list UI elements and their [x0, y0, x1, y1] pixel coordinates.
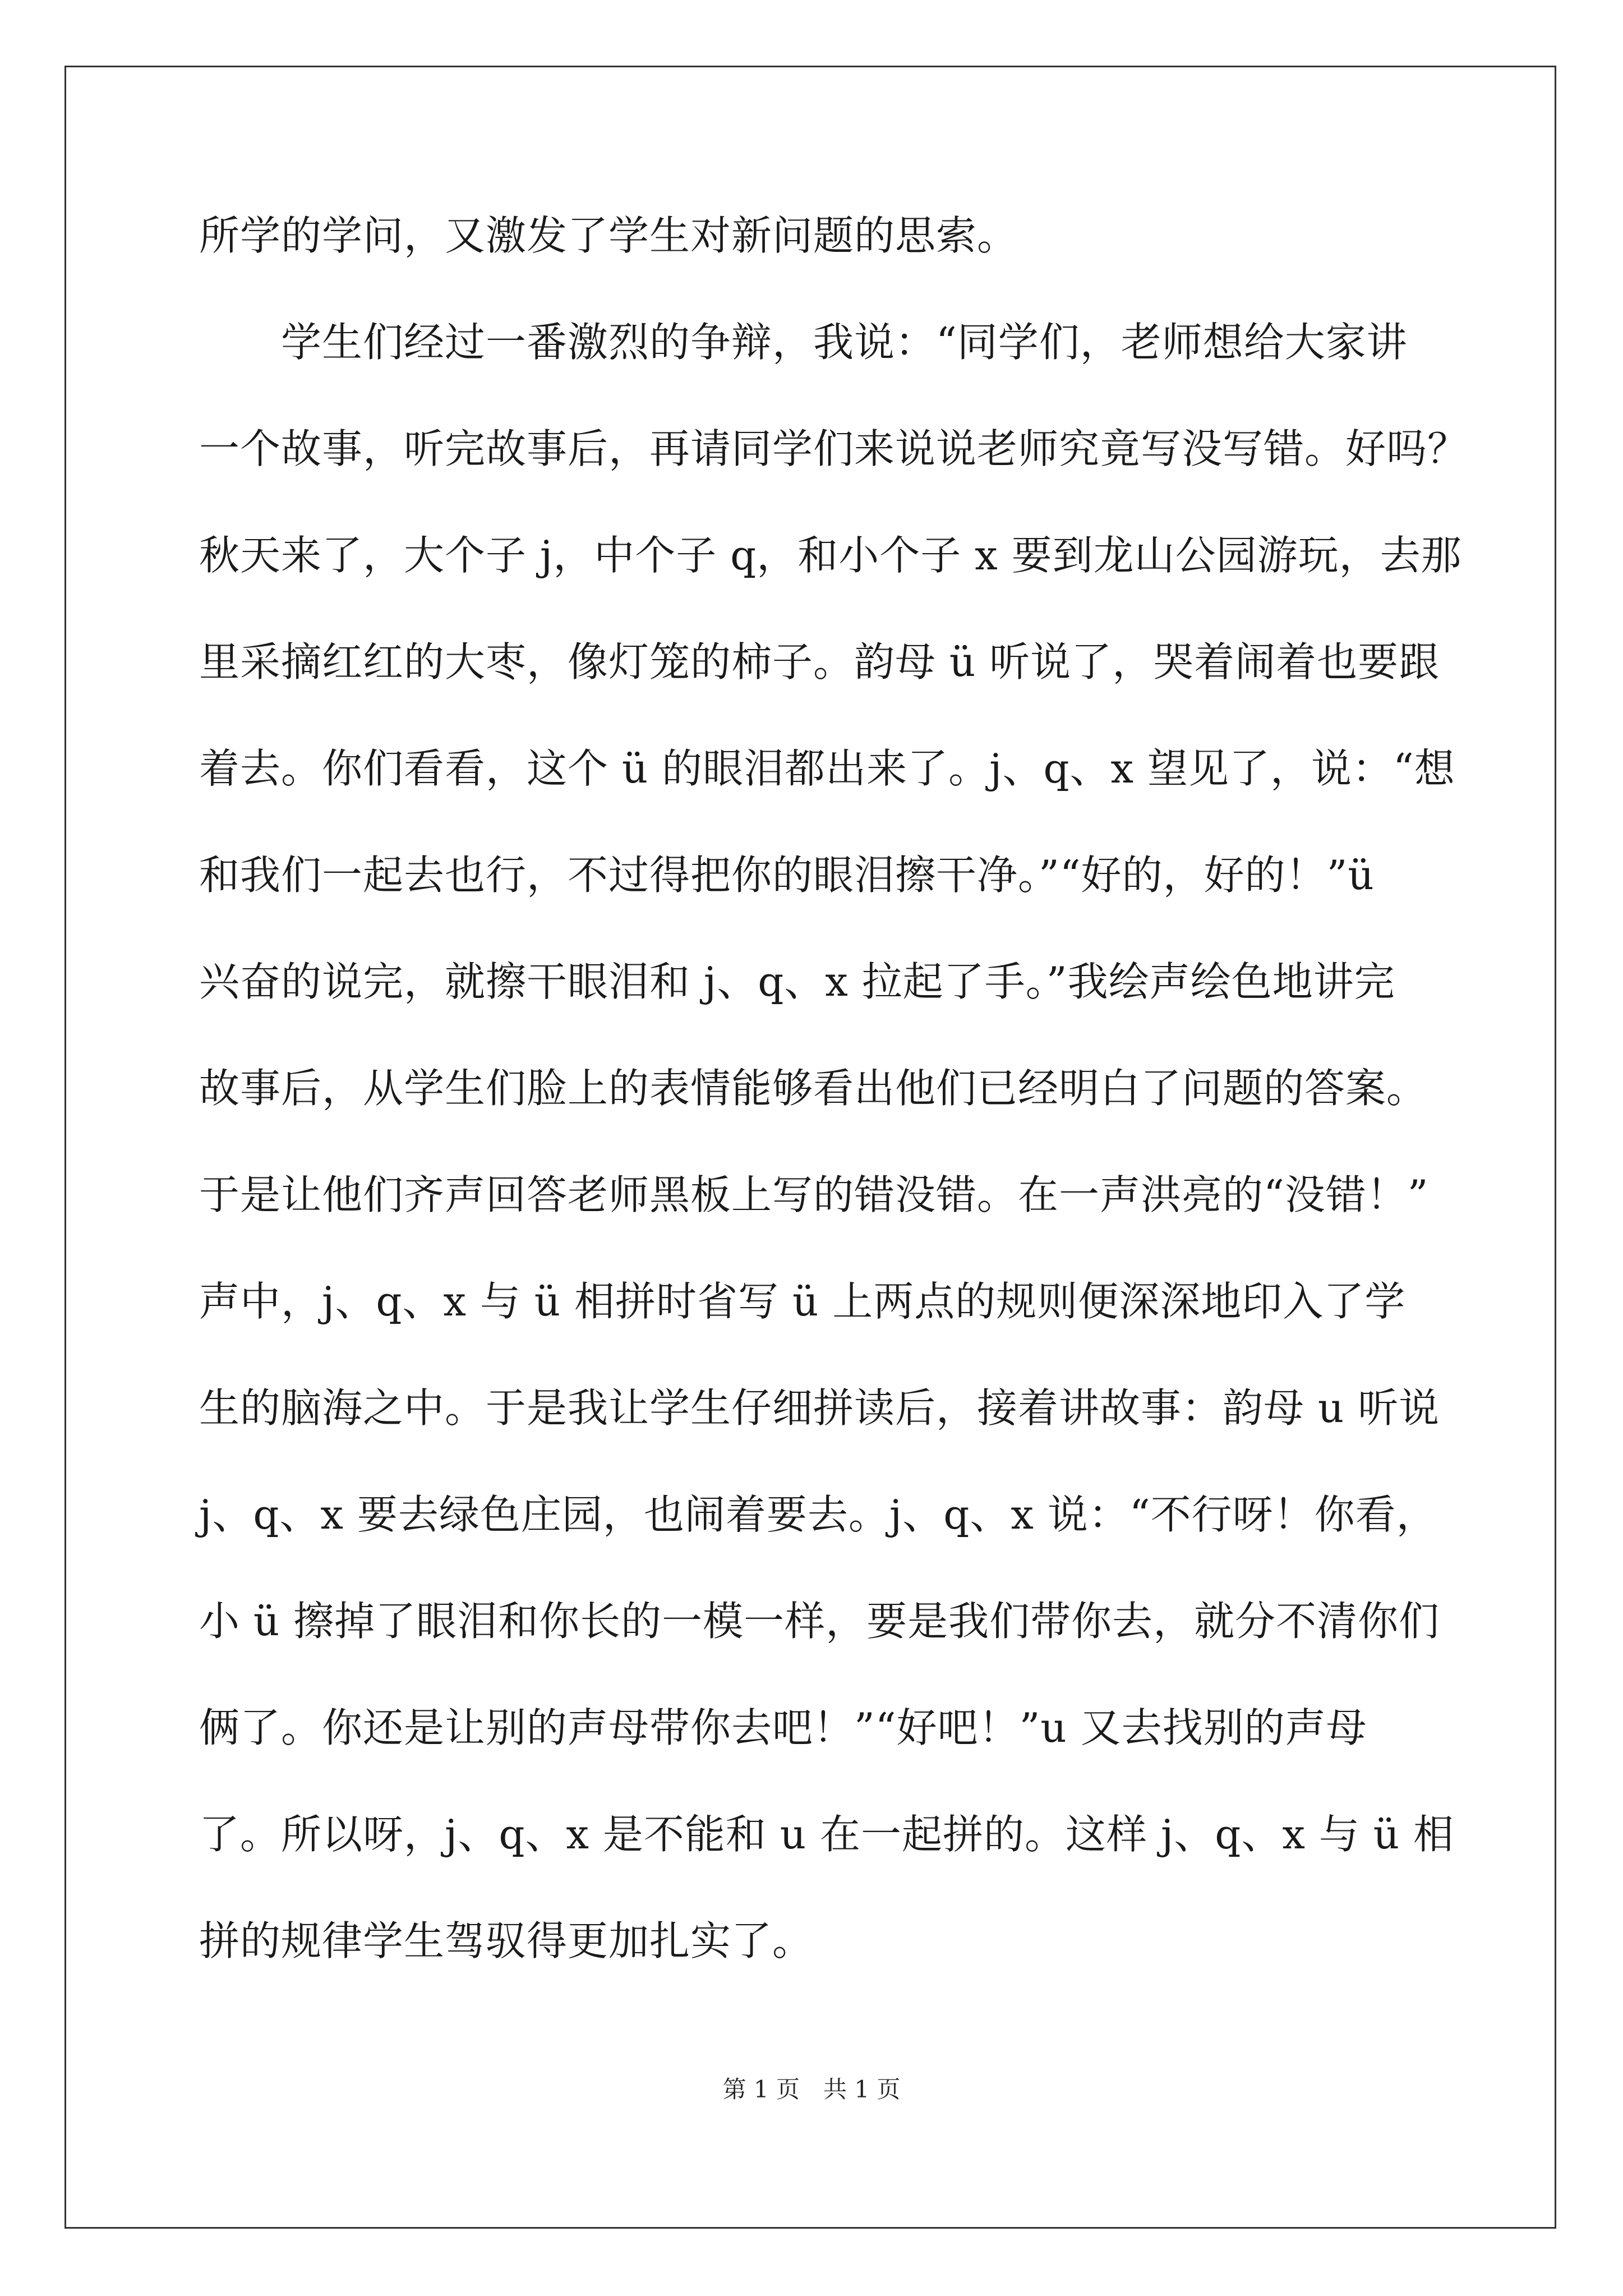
text-line-4: 秋天来了，大个子 j，中个子 q，和小个子 x 要到龙山公园游玩，去那 — [199, 532, 1462, 579]
text-line-16: 了。所以呀，j、q、x 是不能和 u 在一起拼的。这样 j、q、x 与 ü 相 — [199, 1811, 1454, 1858]
text-line-11: 声中，j、q、x 与 ü 相拼时省写 ü 上两点的规则便深深地印入了学 — [199, 1278, 1406, 1325]
text-line-2: 学生们经过一番激烈的争辩，我说：“同学们，老师想给大家讲 — [199, 319, 1408, 366]
page-number: 第 1 页 — [722, 2076, 800, 2103]
page-total: 共 1 页 — [823, 2076, 901, 2103]
text-line-1: 所学的学问，又激发了学生对新问题的思索。 — [199, 212, 1018, 259]
text-line-13: j、q、x 要去绿色庄园，也闹着要去。j、q、x 说：“不行呀！你看， — [199, 1491, 1437, 1538]
text-line-10: 于是让他们齐声回答老师黑板上写的错没错。在一声洪亮的“没错！” — [199, 1171, 1429, 1218]
text-line-15: 俩了。你还是让别的声母带你去吧！”“好吧！”u 又去找别的声母 — [199, 1704, 1367, 1751]
text-line-8: 兴奋的说完，就擦干眼泪和 j、q、x 拉起了手。”我绘声绘色地讲完 — [199, 958, 1395, 1005]
text-line-7: 和我们一起去也行，不过得把你的眼泪擦干净。”“好的，好的！”ü — [199, 852, 1375, 899]
text-line-9: 故事后，从学生们脸上的表情能够看出他们已经明白了问题的答案。 — [199, 1065, 1428, 1112]
text-line-14: 小 ü 擦掉了眼泪和你长的一模一样，要是我们带你去，就分不清你们 — [199, 1598, 1440, 1645]
text-line-5: 里采摘红红的大枣，像灯笼的柿子。韵母 ü 听说了，哭着闹着也要跟 — [199, 638, 1440, 685]
page-border — [64, 66, 1556, 2229]
text-line-3: 一个故事，听完故事后，再请同学们来说说老师究竟写没写错。好吗？ — [199, 425, 1469, 472]
page-footer — [0, 2073, 1623, 2106]
text-line-17: 拼的规律学生驾驭得更加扎实了。 — [199, 1917, 814, 1964]
text-line-12: 生的脑海之中。于是我让学生仔细拼读后，接着讲故事：韵母 u 听说 — [199, 1384, 1440, 1432]
text-line-6: 着去。你们看看，这个 ü 的眼泪都出来了。j、q、x 望见了，说：“想 — [199, 745, 1455, 792]
